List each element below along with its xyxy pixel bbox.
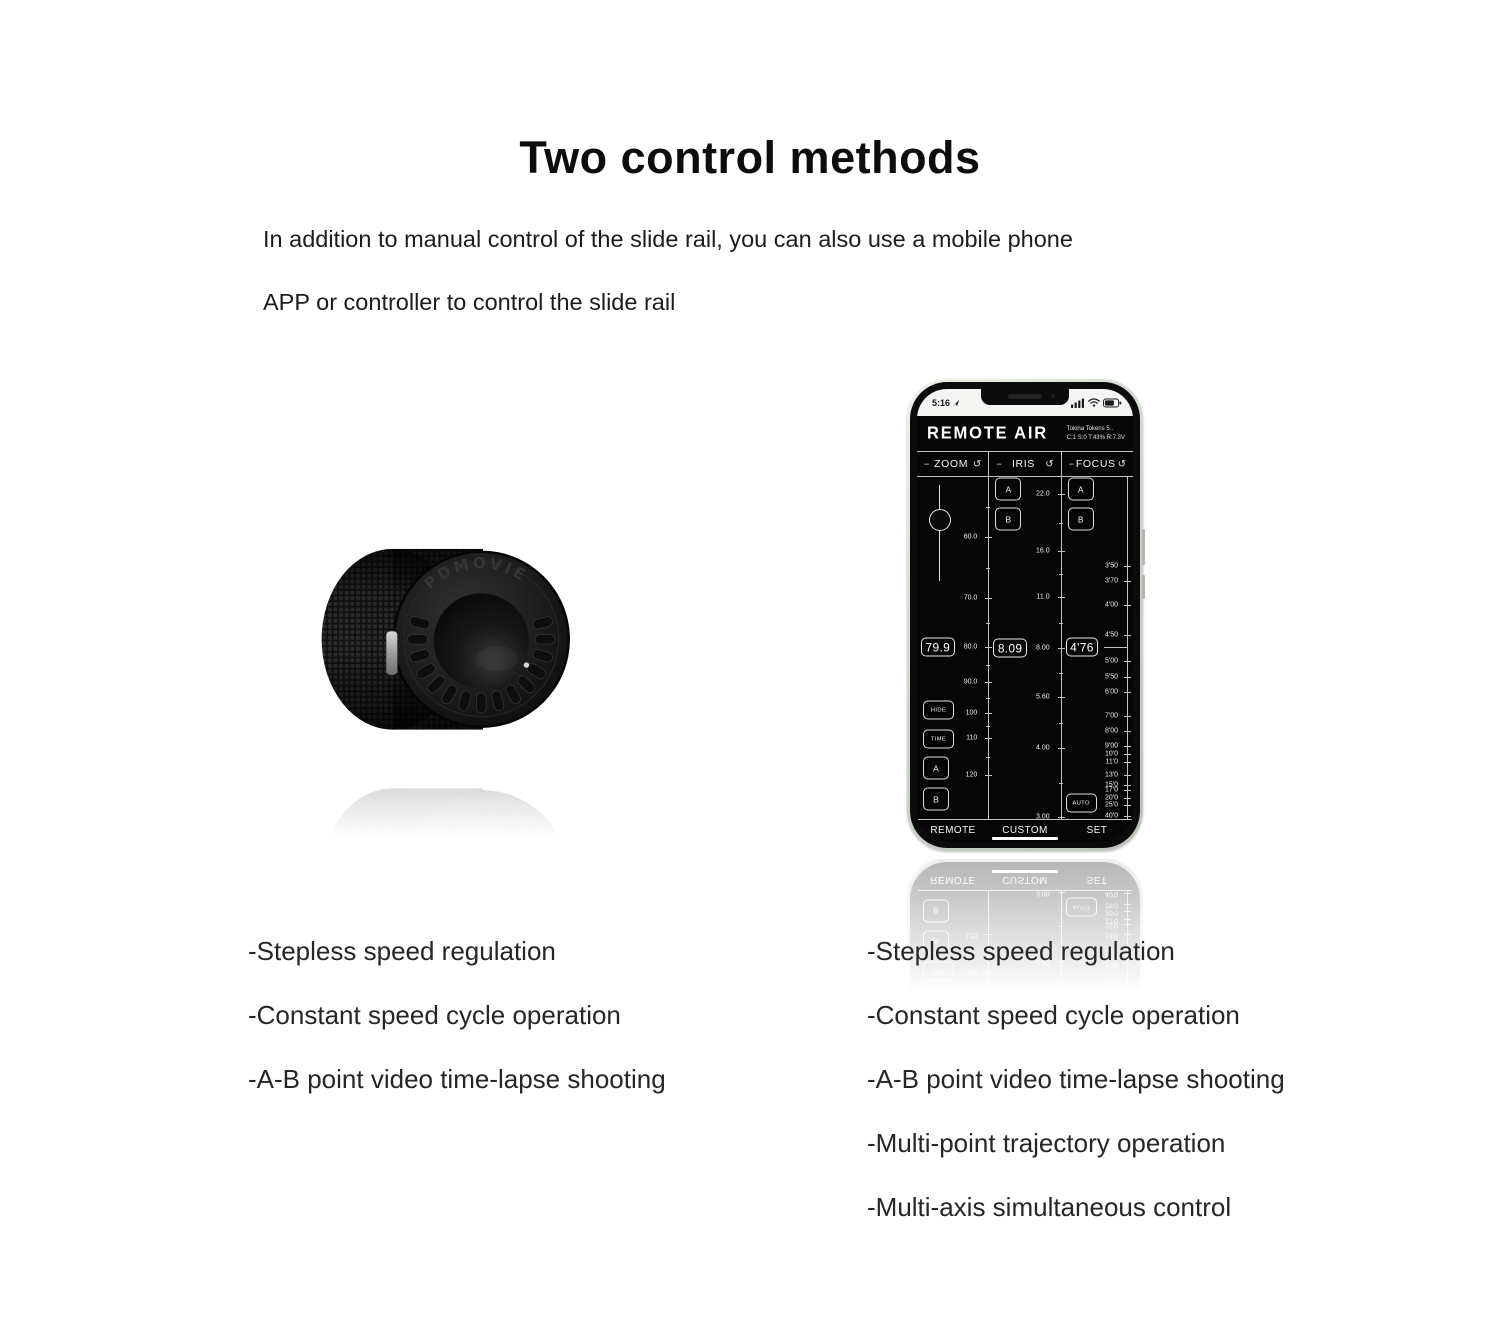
knob-controller-drawing xyxy=(316,528,574,754)
tab-custom[interactable]: CUSTOM xyxy=(989,820,1061,841)
ruler-tick xyxy=(1124,746,1131,747)
tick-label: 15'0 xyxy=(1104,781,1118,789)
signal-icon xyxy=(1071,398,1085,408)
ruler-tick xyxy=(1124,661,1131,662)
knob-slot xyxy=(408,634,428,644)
status-time: 5:16 xyxy=(932,398,960,408)
feature-item: -Stepless speed regulation xyxy=(867,936,1175,966)
active-tab-underline xyxy=(992,837,1058,840)
tick-label: 11.0 xyxy=(1036,593,1050,601)
collapse-minus-icon[interactable]: − xyxy=(996,459,1002,469)
iris-button-b[interactable]: B xyxy=(995,508,1021,531)
tab-set[interactable]: SET xyxy=(1086,825,1108,836)
collapse-minus-icon[interactable]: − xyxy=(1068,459,1074,469)
zoom-slider-track[interactable] xyxy=(939,485,940,581)
column-focus xyxy=(1062,477,1133,819)
iris-value-box[interactable]: 8.09 xyxy=(993,639,1027,658)
focus-button-b[interactable]: B xyxy=(1068,508,1094,531)
ruler-tick xyxy=(1124,677,1131,678)
phone-volume-button xyxy=(1142,575,1145,599)
knob-feature-list xyxy=(248,938,666,1130)
feature-item: -A-B point video time-lapse shooting xyxy=(248,1064,666,1094)
tick-label: 5'00 xyxy=(1104,657,1118,665)
ruler-tick xyxy=(1124,762,1131,763)
tick-label: 120 xyxy=(965,771,978,779)
tick-label: 6'00 xyxy=(1104,688,1118,696)
knob-indicator-dot xyxy=(524,662,529,667)
ruler-tick xyxy=(1124,754,1131,755)
front-camera xyxy=(1051,394,1055,398)
ruler-tick xyxy=(1124,816,1131,817)
focus-value-box[interactable]: 4'76 xyxy=(1066,638,1099,657)
feature-item: -Constant speed cycle operation xyxy=(867,1000,1240,1030)
column-zoom xyxy=(917,477,989,819)
tab-remote[interactable]: REMOTE xyxy=(930,825,976,836)
tick-label: 70.0 xyxy=(963,594,978,602)
collapse-minus-icon[interactable]: − xyxy=(924,459,930,469)
tick-label: 8'00 xyxy=(1104,727,1118,735)
ruler-tick xyxy=(1124,785,1131,786)
tab-bar xyxy=(917,819,1133,841)
phone-notch xyxy=(981,389,1069,405)
smartphone xyxy=(907,379,1143,851)
tick-label: 3.00 xyxy=(1036,813,1050,821)
tick-label: 110 xyxy=(966,734,978,742)
feature-item: -Multi-axis simultaneous control xyxy=(867,1192,1232,1222)
location-arrow-icon xyxy=(952,399,960,407)
tick-label: 16.0 xyxy=(1036,547,1050,555)
tick-label: 5.60 xyxy=(1036,693,1050,701)
zoom-button-hide[interactable]: HIDE xyxy=(923,701,954,720)
tick-label: 7'00 xyxy=(1104,712,1118,720)
knob-brand-text: PDMOVIE xyxy=(420,554,531,593)
tick-label: 100 xyxy=(965,709,978,717)
column-label-zoom: ZOOM xyxy=(934,458,969,470)
tick-label: 20'0 xyxy=(1104,794,1118,802)
ruler-tick xyxy=(1124,731,1131,732)
focus-button-a[interactable]: A xyxy=(1068,478,1094,501)
ruler-tick xyxy=(1124,775,1131,776)
ruler-tick xyxy=(1124,798,1131,799)
tick-label: 90.0 xyxy=(963,678,978,686)
value-leader-line xyxy=(1104,647,1127,648)
column-label-iris: IRIS xyxy=(1012,458,1035,470)
zoom-button-a[interactable]: A xyxy=(923,757,949,780)
tick-label: 17'0 xyxy=(1104,786,1118,794)
tick-label: 4'50 xyxy=(1104,631,1118,639)
column-header-focus xyxy=(1062,452,1133,476)
column-label-focus: FOCUS xyxy=(1075,458,1116,470)
tick-label: 8.00 xyxy=(1036,644,1050,652)
reset-icon[interactable]: ↺ xyxy=(1117,458,1126,470)
zoom-slider-knob[interactable] xyxy=(929,509,951,531)
knob-slot xyxy=(535,634,555,644)
tick-label: 4'00 xyxy=(1104,601,1118,609)
focus-button-auto[interactable]: AUTO xyxy=(1066,794,1097,813)
description-line-1: In addition to manual control of the slide rail, you can also use a mobile phone xyxy=(263,226,1073,252)
ruler-tick xyxy=(1124,716,1131,717)
tick-label: 22.0 xyxy=(1036,490,1050,498)
knob-mount-clip xyxy=(386,631,397,675)
app-title: REMOTE AIR xyxy=(927,423,1048,443)
ruler-tick xyxy=(1124,635,1131,636)
column-iris xyxy=(989,477,1061,819)
column-header-zoom xyxy=(917,452,989,476)
ruler-tick xyxy=(1124,790,1131,791)
tick-label: 80.0 xyxy=(963,643,978,651)
zoom-value-box[interactable]: 79.9 xyxy=(921,638,955,657)
iris-button-a[interactable]: A xyxy=(995,478,1021,501)
app-feature-list xyxy=(867,938,1285,1258)
speaker-slit xyxy=(1008,394,1042,399)
feature-item: -Stepless speed regulation xyxy=(248,936,556,966)
column-header-iris xyxy=(989,452,1061,476)
focus-ruler-line xyxy=(1127,477,1128,819)
ruler-tick xyxy=(1124,692,1131,693)
tick-label: 13'0 xyxy=(1104,771,1118,779)
tick-label: 25'0 xyxy=(1104,801,1118,809)
status-bar xyxy=(917,389,1133,416)
tick-label: 9'00 xyxy=(1104,742,1118,750)
reset-icon[interactable]: ↺ xyxy=(972,458,982,470)
ruler-tick xyxy=(1124,581,1131,582)
tick-label: 11'0 xyxy=(1105,758,1118,766)
column-headers xyxy=(917,452,1133,477)
reset-icon[interactable]: ↺ xyxy=(1045,458,1054,470)
wifi-icon xyxy=(1088,398,1100,407)
phone-bezel xyxy=(910,382,1140,848)
ruler-tick xyxy=(1124,605,1131,606)
tick-label: 60.0 xyxy=(963,533,978,541)
tick-label: 10'0 xyxy=(1104,750,1118,758)
tick-label: 40'0 xyxy=(1104,812,1118,820)
phone-power-button xyxy=(1142,529,1145,565)
device-info: Tokina Tokens 5.. C:1 S:0 T:43% R:7.3V xyxy=(1066,425,1125,441)
knob-center-dome xyxy=(434,593,529,688)
tick-label: 5'50 xyxy=(1104,673,1118,681)
tick-label: 4.00 xyxy=(1036,744,1050,752)
page-title: Two control methods xyxy=(519,132,981,183)
feature-item: -Multi-point trajectory operation xyxy=(867,1128,1226,1158)
phone-screen xyxy=(917,389,1133,841)
feature-item: -A-B point video time-lapse shooting xyxy=(867,1064,1285,1094)
description-line-2: APP or controller to control the slide rail xyxy=(263,289,676,315)
battery-icon xyxy=(1103,398,1122,408)
tick-label: 3'50 xyxy=(1104,562,1118,570)
knob-controller-image xyxy=(316,528,574,754)
zoom-button-time[interactable]: TIME xyxy=(923,730,954,749)
phone-main xyxy=(917,477,1133,819)
knob-slot xyxy=(476,693,486,713)
zoom-button-b[interactable]: B xyxy=(923,788,949,811)
ruler-tick xyxy=(1124,566,1131,567)
ruler-tick xyxy=(1124,805,1131,806)
feature-item: -Constant speed cycle operation xyxy=(248,1000,621,1030)
app-header xyxy=(917,416,1133,452)
tick-label: 3'70 xyxy=(1104,577,1118,585)
